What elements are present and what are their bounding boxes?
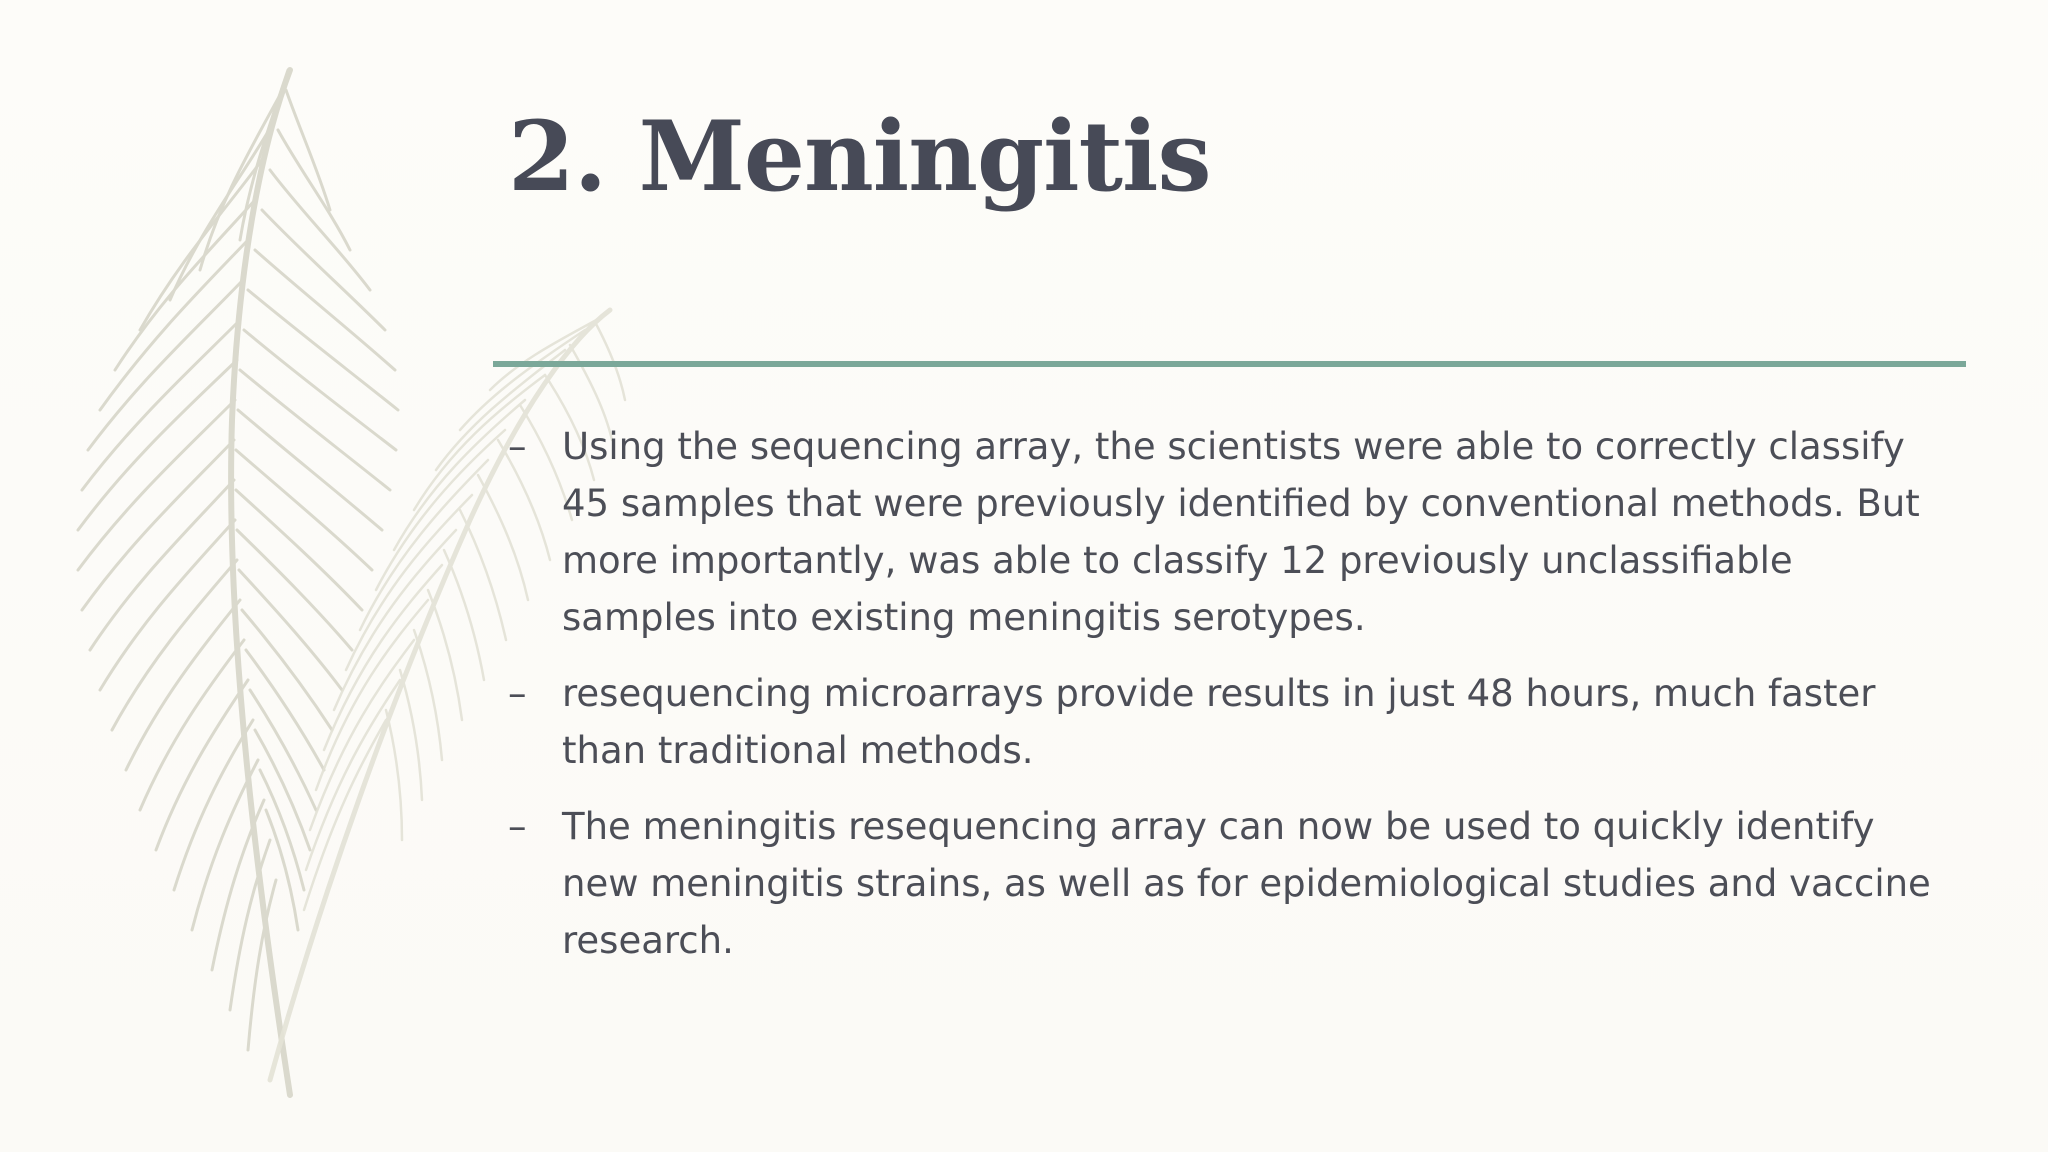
bullet-dash: – (508, 425, 527, 468)
bullet-text: resequencing microarrays provide results in just 48 hours, much faster than traditional methods. (562, 672, 1876, 772)
title-divider (493, 361, 1966, 367)
bullet-text: The meningitis resequencing array can now be used to quickly identify new meningitis strains, as well as for epidemiological studies and vaccine research. (562, 805, 1931, 962)
bullet-item (508, 665, 1948, 779)
bullet-item (508, 418, 1948, 646)
bullet-list (508, 418, 1948, 988)
bullet-text: Using the sequencing array, the scientists were able to correctly classify 45 samples that were previously identified by conventional methods. But more importantly, was able to classify 12 previously unclassifiable samples into existing meningitis serotypes. (562, 425, 1920, 639)
bullet-item (508, 798, 1948, 969)
large-feather (78, 70, 398, 1095)
bullet-dash: – (508, 672, 527, 715)
slide-title: 2. Meningitis (508, 100, 1211, 213)
bullet-dash: – (508, 805, 527, 848)
